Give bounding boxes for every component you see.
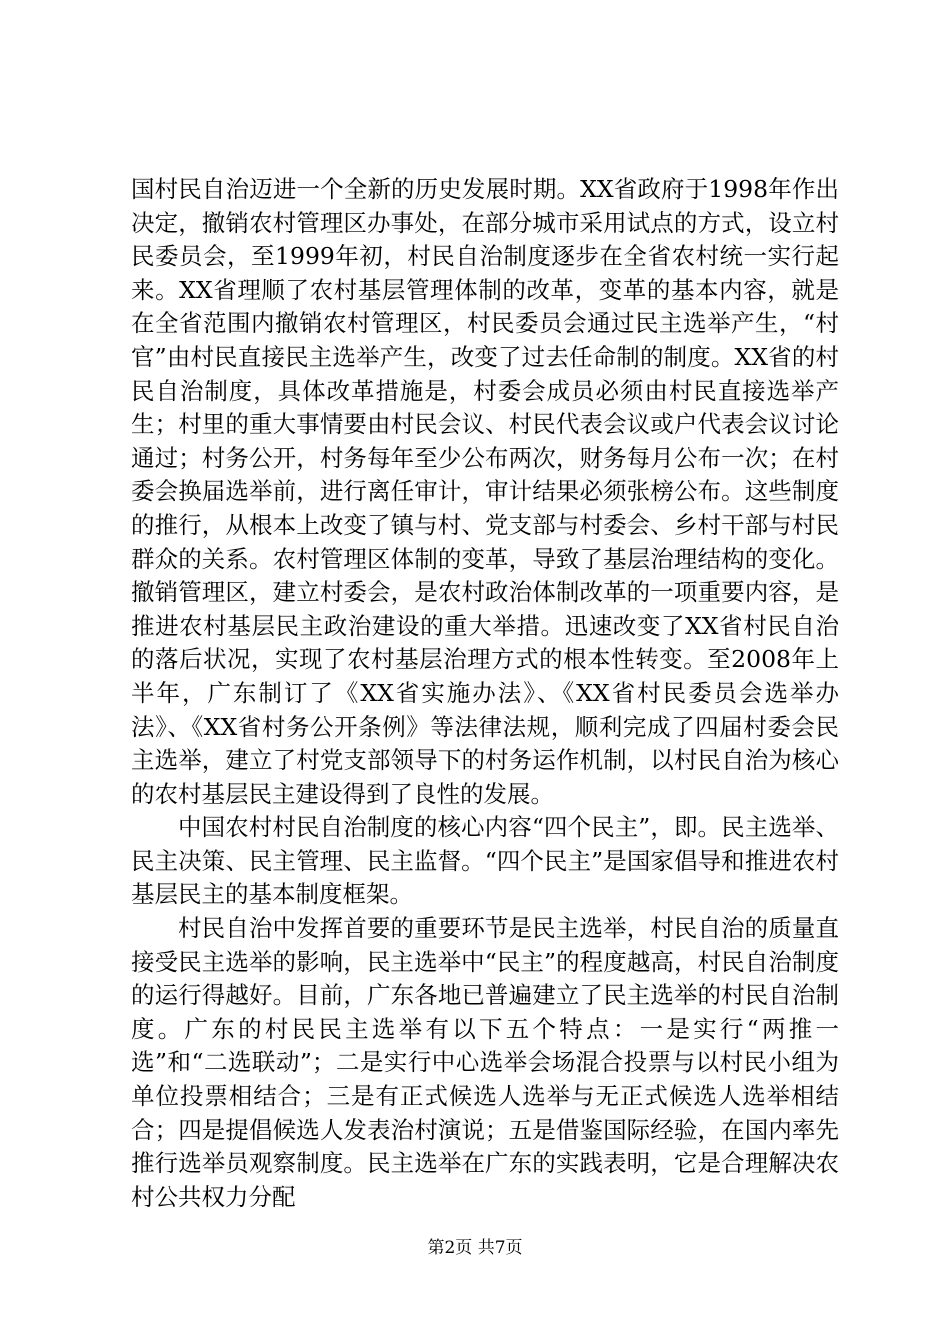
paragraph-continuation: 国村民自治迈进一个全新的历史发展时期。XX省政府于1998年作出决定，撤销农村管理区办事处，在部分城市采用试点的方式，设立村民委员会，至1999年初，村民自治制度逐步在全省农村统一实行起来。XX省理顺了农村基层管理体制的改革，变革的基本内容，就是在全省范围内撤销农村管理区，村民委员会通过民主选举产生，“村官”由村民直接民主选举产生，改变了过去任命制的制度。XX省的村民自治制度，具体改革措施是，村委会成员必须由村民直接选举产生；村里的重大事情要由村民会议、村民代表会议或户代表会议讨论通过；村务公开，村务每年至少公布两次，财务每月公布一次；在村委会换届选举前，进行离任审计，审计结果必须张榜公布。这些制度的推行，从根本上改变了镇与村、党支部与村委会、乡村干部与村民群众的关系。农村管理区体制的变革，导致了基层治理结构的变化。撤销管理区，建立村委会，是农村政治体制改革的一项重要内容，是推进农村基层民主政治建设的重大举措。迅速改变了XX省村民自治的落后状况，实现了农村基层治理方式的根本性转变。至2008年上半年，广东制订了《XX省实施办法》、《XX省村民委员会选举办法》、《XX省村务公开条例》等法律法规，顺利完成了四届村委会民主选举，建立了村党支部领导下的村务运作机制，以村民自治为核心的农村基层民主建设得到了良性的发展。 bbox=[131, 175, 839, 808]
page-number-footer: 第2页 共7页 bbox=[427, 1238, 523, 1258]
document-body bbox=[131, 173, 839, 1214]
paragraph-democratic-election: 村民自治中发挥首要的重要环节是民主选举，村民自治的质量直接受民主选举的影响，民主选举中“民主”的程度越高，村民自治制度的运行得越好。目前，广东各地已普遍建立了民主选举的村民自治制度。广东的村民民主选举有以下五个特点：一是实行“两推一选”和“二选联动”；二是实行中心选举会场混合投票与以村民小组为单位投票相结合；三是有正式候选人选举与无正式候选人选举相结合；四是提倡候选人发表治村演说；五是借鉴国际经验，在国内率先推行选举员观察制度。民主选举在广东的实践表明，它是合理解决农村公共权力分配 bbox=[131, 914, 839, 1211]
paragraph-four-democracies: 中国农村村民自治制度的核心内容“四个民主”，即。民主选举、民主决策、民主管理、民主监督。“四个民主”是国家倡导和推进农村基层民主的基本制度框架。 bbox=[131, 813, 839, 909]
